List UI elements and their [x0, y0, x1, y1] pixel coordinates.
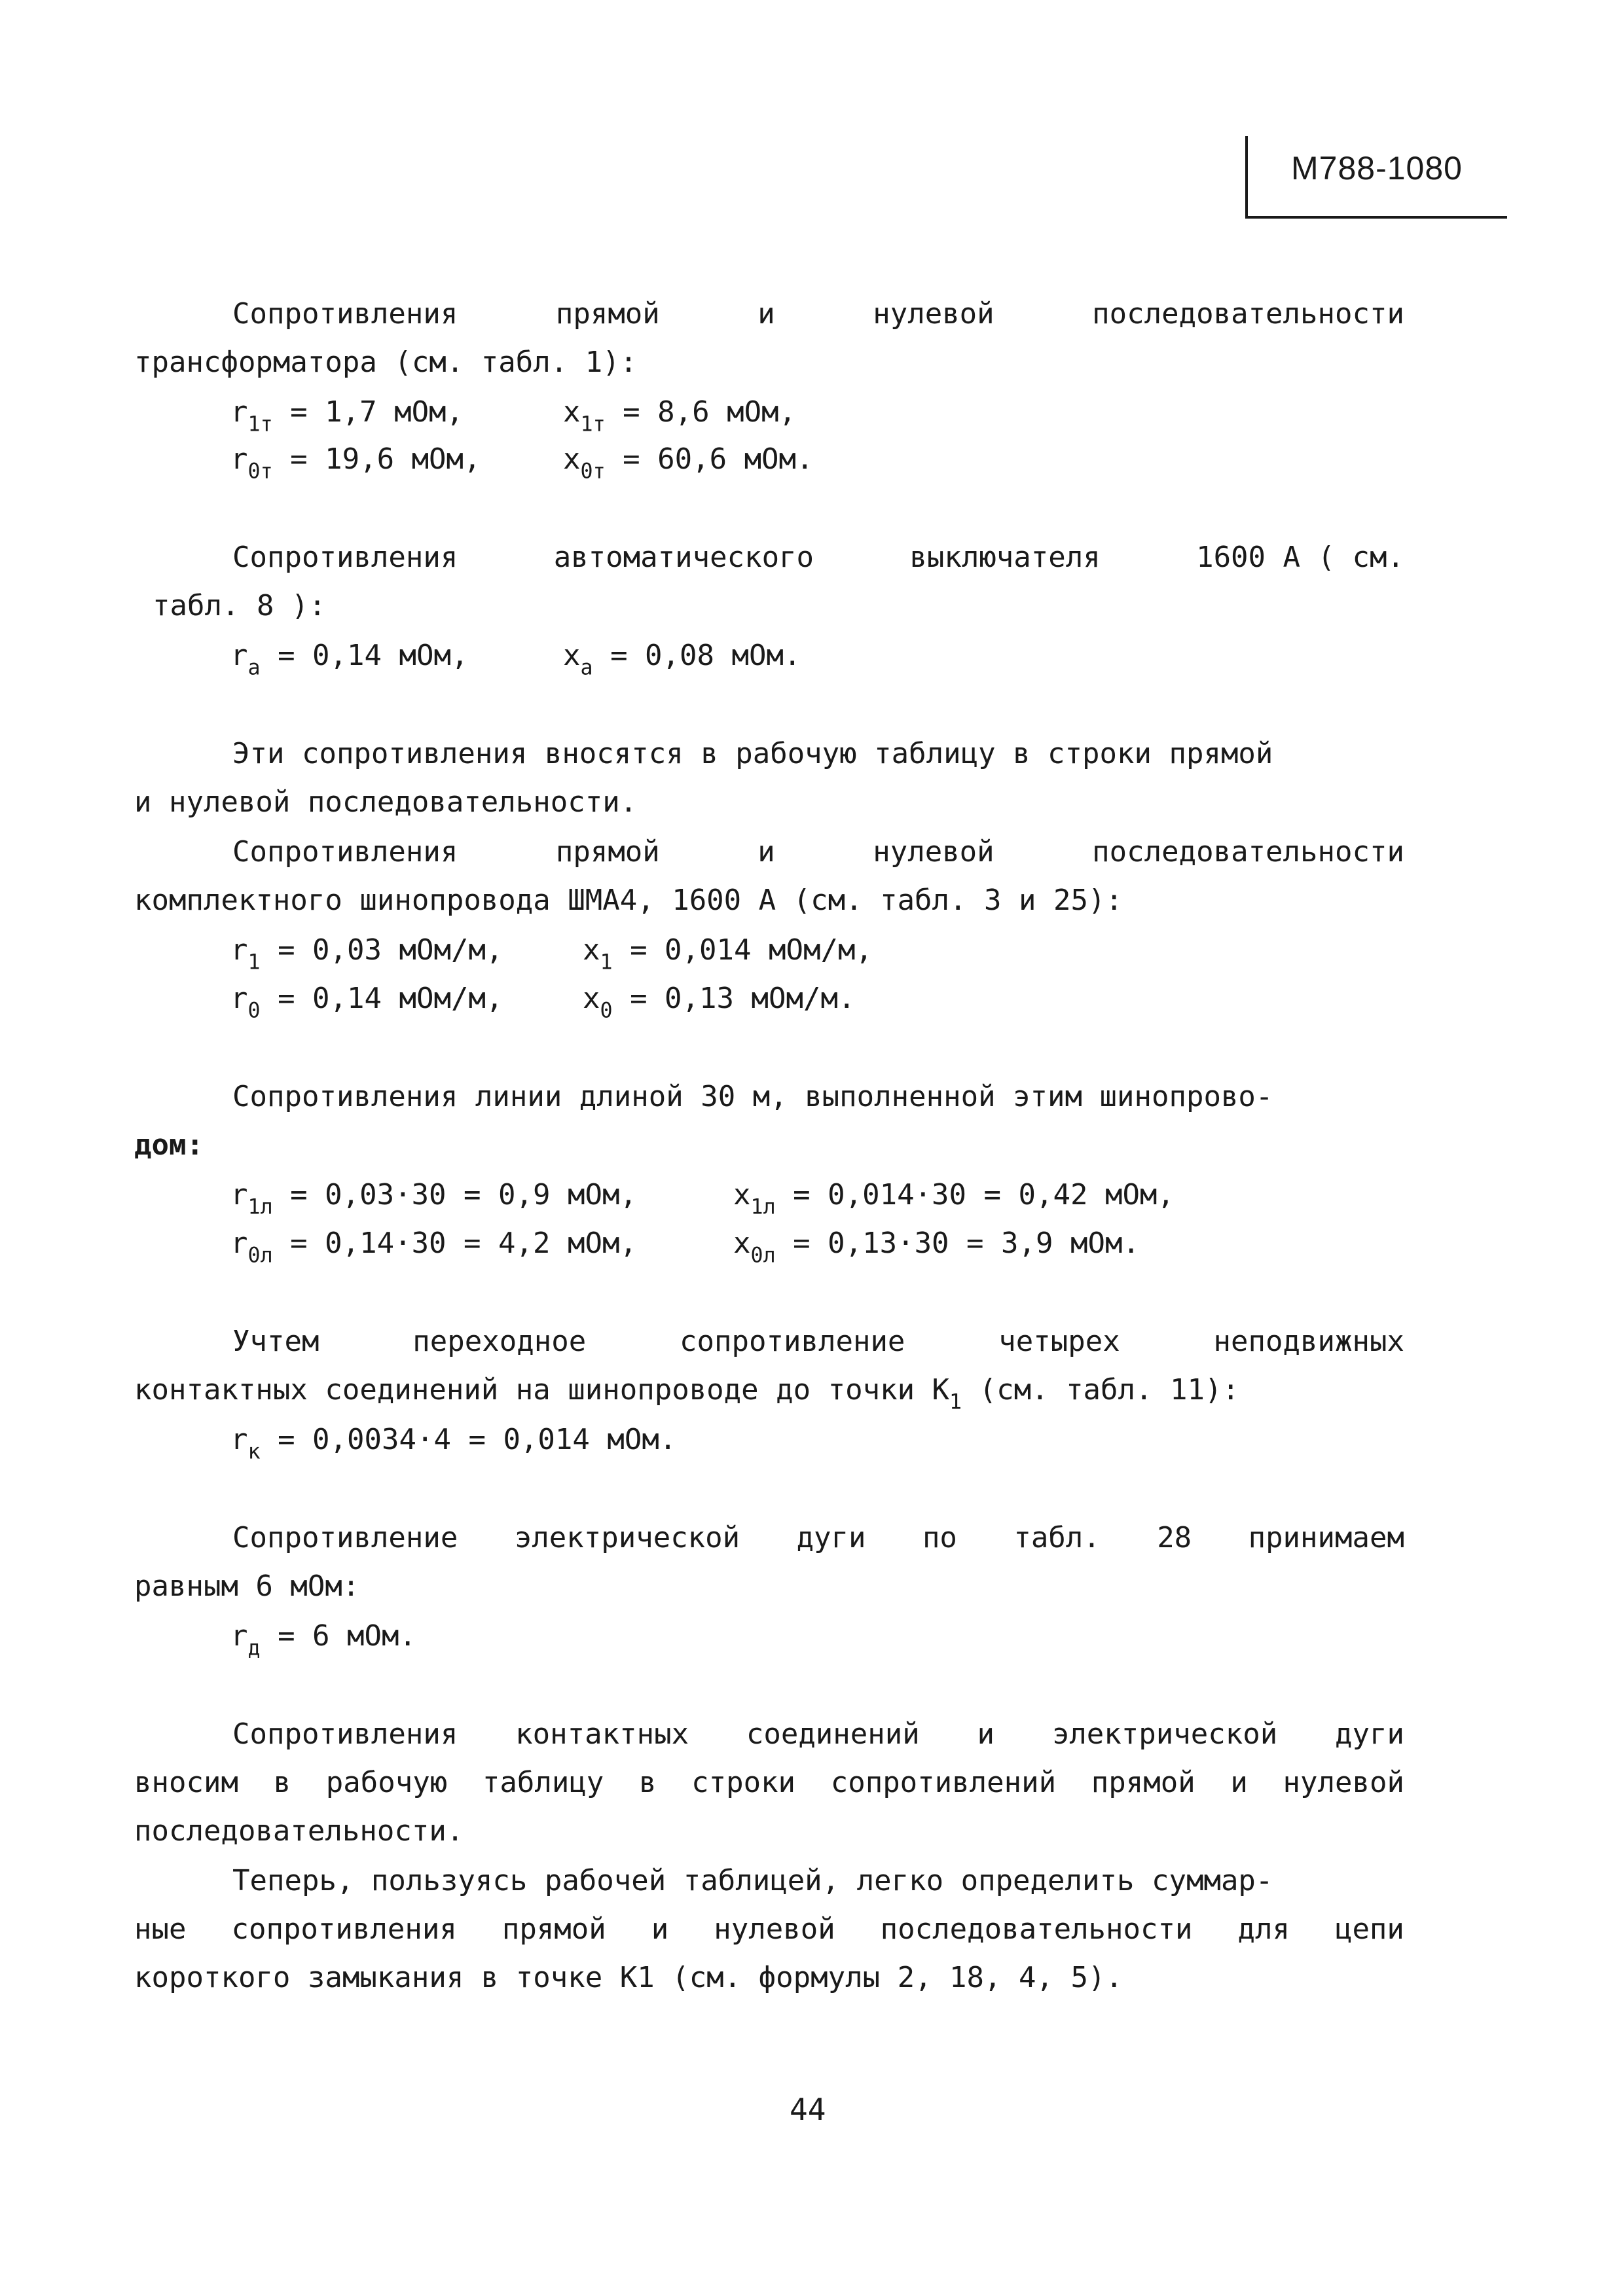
formula-r0: $r_0 = 0,14$ мОм/м,: [230, 982, 503, 1023]
p1-line1: Сопротивления прямой и нулевой последовательности: [232, 297, 1404, 331]
formula-r1: $r_1 = 0,03$ мОм/м,: [230, 933, 503, 975]
p6-line2: контактных соединений на шинопроводе до точки $К_1$ (см. табл. 11):: [134, 1373, 1239, 1414]
formula-xa: $x_a = 0,08$ мОм.: [563, 639, 801, 680]
stamp-vertical-rule: [1245, 136, 1248, 217]
p3-line1: Эти сопротивления вносятся в рабочую таблицу в строки прямой: [232, 737, 1273, 770]
formula-r0t: $r_{0т} = 19,6$ мОм,: [230, 442, 481, 484]
p2-line2: табл. 8 ):: [153, 589, 326, 622]
formula-x1l: $x_{1л} = 0,014\cdot 30 = 0,42$ мОм,: [733, 1178, 1175, 1219]
document-code-stamp: [1236, 136, 1498, 217]
formula-x0l: $x_{0л} = 0,13\cdot 30 = 3,9$ мОм.: [733, 1227, 1140, 1268]
formula-rk: $r_к = 0,0034\cdot 4 = 0,014$ мОм.: [230, 1423, 677, 1464]
p5-line1: Сопротивления линии длиной 30 м, выполненной этим шинопрово-: [232, 1080, 1273, 1113]
p8-line2: вносим в рабочую таблицу в строки сопротивлений прямой и нулевой: [134, 1766, 1404, 1799]
page-number: 44: [790, 2092, 826, 2127]
p4-line1: Сопротивления прямой и нулевой последовательности: [232, 835, 1404, 869]
p9-line3: короткого замыкания в точке К1 (см. формулы 2, 18, 4, 5).: [134, 1961, 1123, 1994]
formula-x0t: $x_{0т} = 60,6$ мОм.: [563, 442, 814, 484]
formula-x1t: $x_{1т} = 8,6$ мОм,: [563, 395, 797, 437]
formula-r0l: $r_{0л} = 0,14\cdot 30 = 4,2$ мОм,: [230, 1227, 637, 1268]
stamp-horizontal-rule: [1245, 216, 1507, 219]
p2-line1: Сопротивления автоматического выключателя 1600 А ( см.: [232, 541, 1404, 574]
formula-x1: $x_1 = 0,014$ мОм/м,: [583, 933, 873, 975]
p9-line1: Теперь, пользуясь рабочей таблицей, легко определить суммар-: [232, 1864, 1273, 1897]
p3-line2: и нулевой последовательности.: [134, 785, 638, 819]
p5-line2: дом:: [134, 1128, 204, 1162]
p9-line2: ные сопротивления прямой и нулевой последовательности для цепи: [134, 1912, 1404, 1946]
p1-line2: трансформатора (см. табл. 1):: [134, 346, 638, 379]
formula-x0: $x_0 = 0,13$ мОм/м.: [583, 982, 856, 1023]
p7-line2: равным 6 мОм:: [134, 1570, 360, 1603]
p4-line2: комплектного шинопровода ШМА4, 1600 А (см. табл. 3 и 25):: [134, 884, 1123, 917]
p7-line1: Сопротивление электрической дуги по табл. 28 принимаем: [232, 1521, 1404, 1554]
formula-r1l: $r_{1л} = 0,03\cdot 30 = 0,9$ мОм,: [230, 1178, 637, 1219]
document-code: М788-1080: [1291, 150, 1463, 187]
formula-ra: $r_a = 0,14$ мОм,: [230, 639, 469, 680]
p8-line1: Сопротивления контактных соединений и электрической дуги: [232, 1717, 1404, 1751]
formula-rd: $r_д = 6$ мОм.: [230, 1619, 416, 1660]
p6-line1: Учтем переходное сопротивление четырех неподвижных: [232, 1325, 1404, 1358]
p8-line3: последовательности.: [134, 1814, 464, 1848]
formula-r1t: $r_{1т} = 1,7$ мОм,: [230, 395, 464, 437]
